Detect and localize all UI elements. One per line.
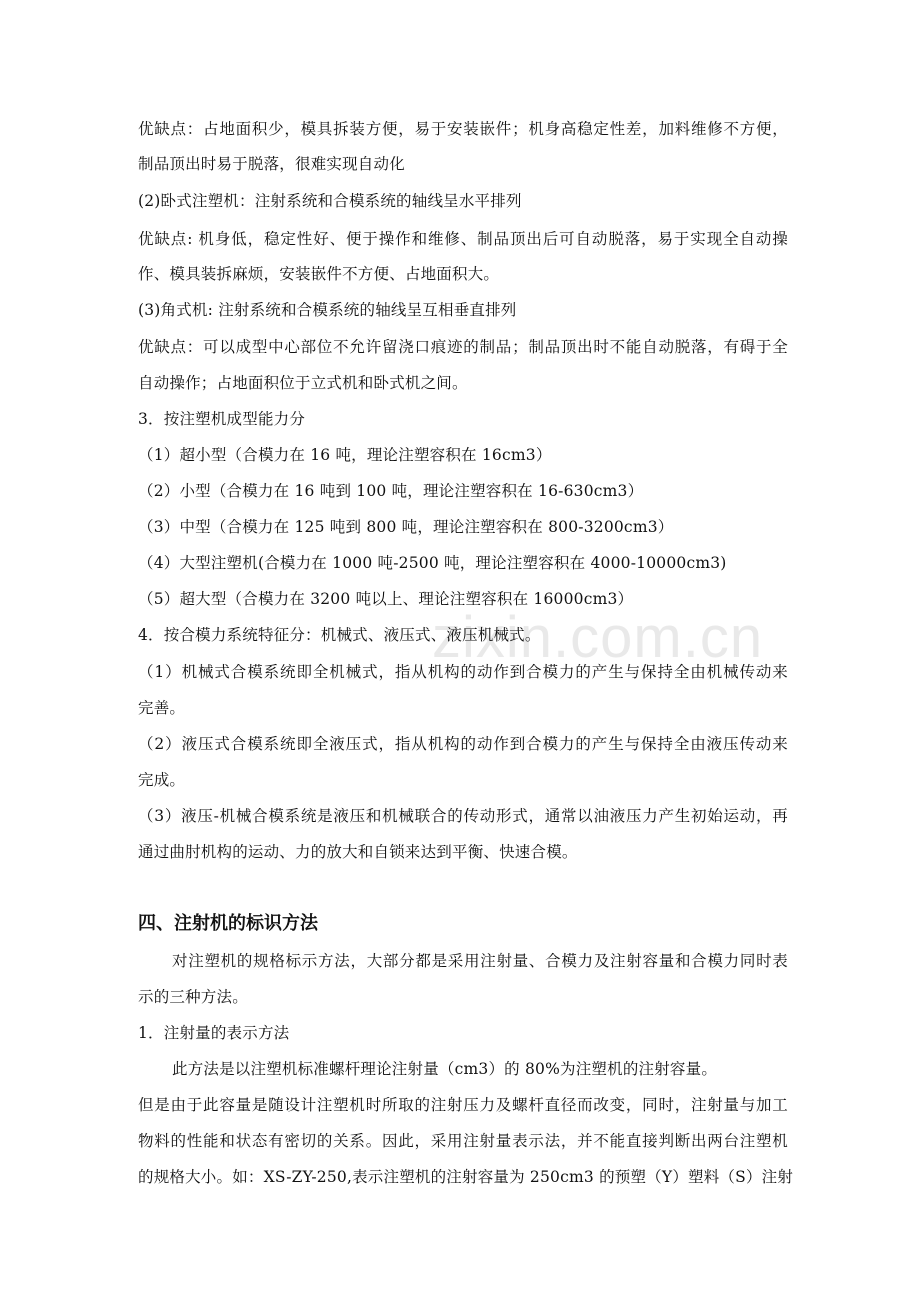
paragraph-line: (2)卧式注塑机：注射系统和合模系统的轴线呈水平排列 bbox=[138, 192, 522, 210]
paragraph-line: 此方法是以注塑机标准螺杆理论注射量（cm3）的 80%为注塑机的注射容量。 bbox=[172, 1060, 718, 1078]
paragraph-line: 作、模具装拆麻烦，安装嵌件不方便、占地面积大。 bbox=[138, 265, 500, 283]
paragraph-line: (3)角式机: 注射系统和合模系统的轴线呈互相垂直排列 bbox=[138, 301, 517, 319]
watermark: zixin.com.cn bbox=[432, 605, 764, 670]
paragraph-line: 物料的性能和状态有密切的关系。因此，采用注射量表示法，并不能直接判断出两台注塑机 bbox=[138, 1132, 788, 1150]
paragraph-line: 优缺点：占地面积少，模具拆装方便，易于安装嵌件；机身高稳定性差，加料维修不方便， bbox=[138, 120, 788, 138]
paragraph-line: 优缺点：可以成型中心部位不允许留浇口痕迹的制品；制品顶出时不能自动脱落，有碍于全 bbox=[138, 338, 788, 356]
paragraph-line: 制品顶出时易于脱落，很难实现自动化 bbox=[138, 155, 405, 173]
paragraph-line: 但是由于此容量是随设计注塑机时所取的注射压力及螺杆直径而改变，同时，注射量与加工 bbox=[138, 1096, 788, 1114]
paragraph-line: 优缺点: 机身低，稳定性好、便于操作和维修、制品顶出后可自动脱落，易于实现全自动操 bbox=[138, 230, 788, 248]
list-item: （4）大型注塑机(合模力在 1000 吨-2500 吨，理论注塑容积在 4000-10000cm3) bbox=[138, 554, 727, 572]
section-subheading: 4．按合模力系统特征分：机械式、液压式、液压机械式。 bbox=[138, 626, 541, 644]
paragraph-line: 的规格大小。如：XS-ZY-250,表示注塑机的注射容量为 250cm3 的预塑（Y）塑料（S）注射 bbox=[138, 1168, 794, 1186]
paragraph-line: 示的三种方法。 bbox=[138, 988, 248, 1006]
list-item: （5）超大型（合模力在 3200 吨以上、理论注塑容积在 16000cm3） bbox=[138, 590, 634, 608]
list-item: （1）机械式合模系统即全机械式，指从机构的动作到合模力的产生与保持全由机械传动来 bbox=[138, 663, 788, 681]
list-item: （3）液压-机械合模系统是液压和机械联合的传动形式，通常以油液压力产生初始运动，再 bbox=[138, 807, 788, 825]
list-item: （1）超小型（合模力在 16 吨，理论注塑容积在 16cm3） bbox=[138, 446, 552, 464]
paragraph-line: 对注塑机的规格标示方法，大部分都是采用注射量、合模力及注射容量和合模力同时表 bbox=[172, 952, 788, 970]
list-item: （3）中型（合模力在 125 吨到 800 吨，理论注塑容积在 800-3200cm3） bbox=[138, 518, 674, 536]
list-item-continuation: 通过曲肘机构的运动、力的放大和自锁来达到平衡、快速合模。 bbox=[138, 843, 578, 861]
list-item: （2）液压式合模系统即全液压式，指从机构的动作到合模力的产生与保持全由液压传动来 bbox=[138, 735, 788, 753]
paragraph-line: 自动操作；占地面积位于立式机和卧式机之间。 bbox=[138, 374, 468, 392]
section-heading: 四、注射机的标识方法 bbox=[138, 913, 318, 934]
list-item: （2）小型（合模力在 16 吨到 100 吨，理论注塑容积在 16-630cm3） bbox=[138, 482, 644, 500]
section-subheading: 3．按注塑机成型能力分 bbox=[138, 410, 306, 428]
list-item-continuation: 完成。 bbox=[138, 771, 186, 789]
section-subheading: 1．注射量的表示方法 bbox=[138, 1024, 290, 1042]
list-item-continuation: 完善。 bbox=[138, 699, 186, 717]
